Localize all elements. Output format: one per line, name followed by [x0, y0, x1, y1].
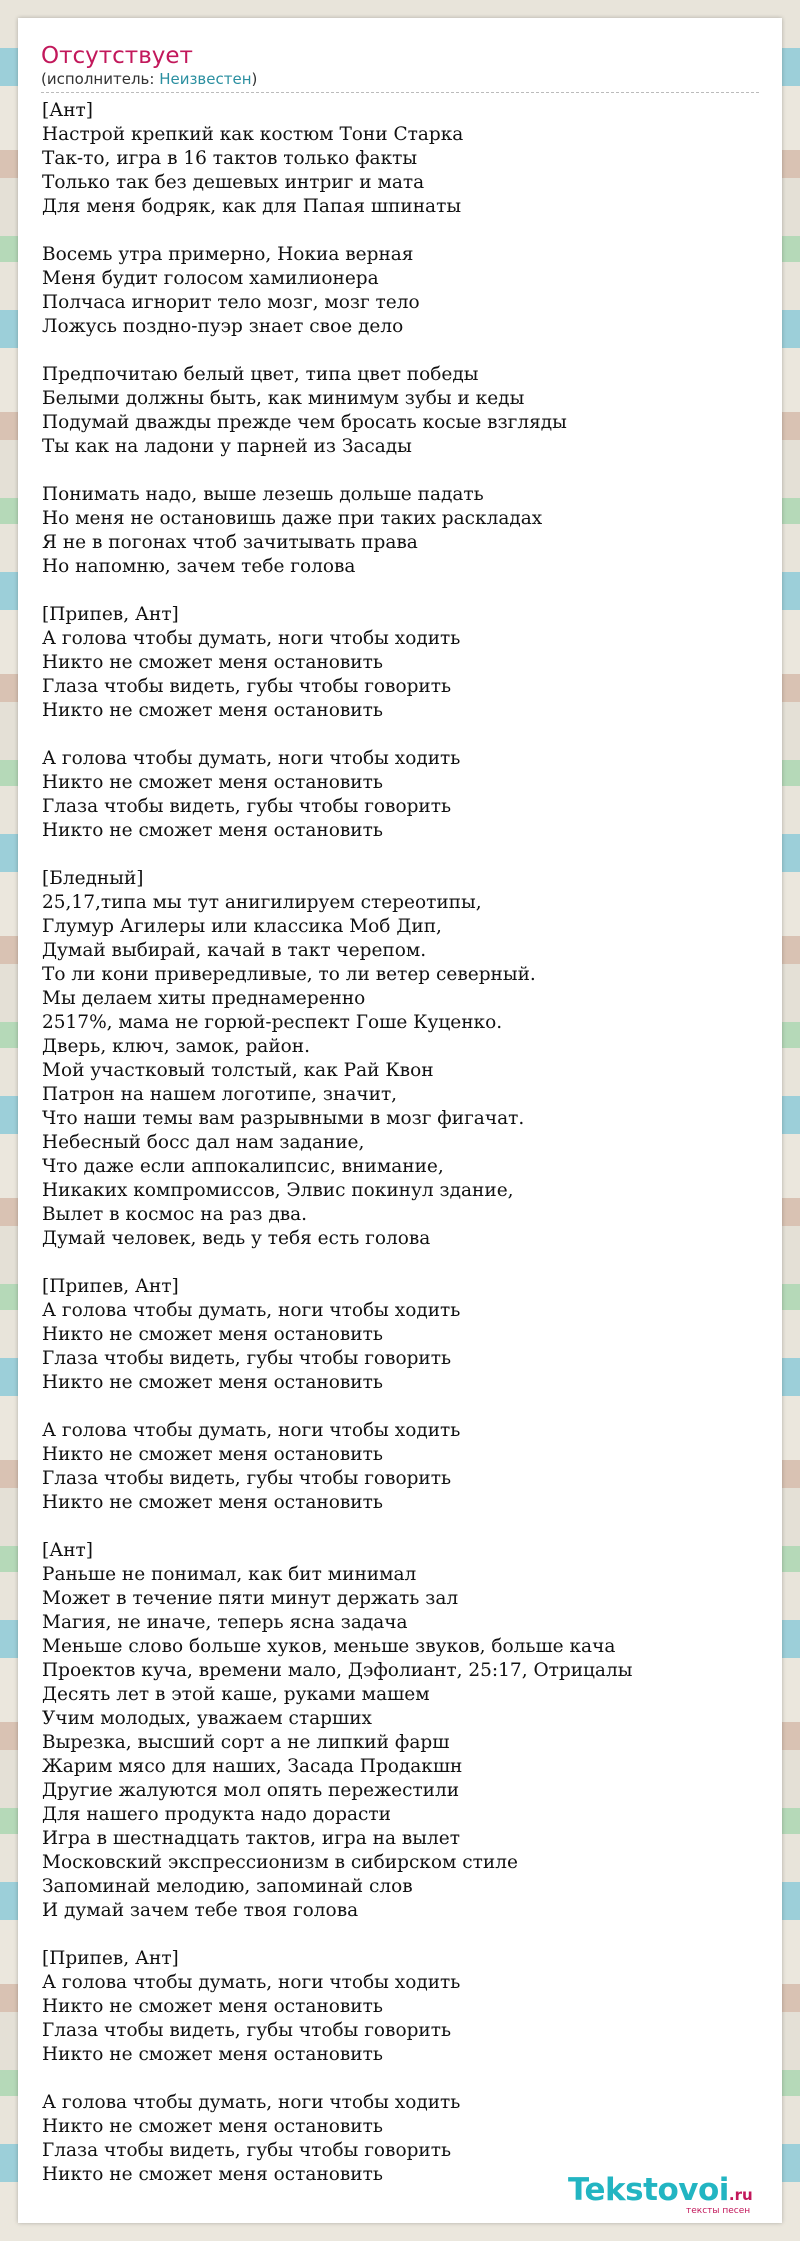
performer-prefix: (исполнитель: [41, 70, 160, 88]
performer-line [41, 70, 759, 93]
song-header [41, 42, 759, 93]
song-title: Отсутствует [41, 43, 193, 69]
site-logo[interactable] [568, 2174, 778, 2216]
performer-link[interactable]: Неизвестен [159, 70, 252, 88]
performer-suffix: ) [251, 70, 258, 88]
logo-domain: .ru [728, 2186, 753, 2204]
logo-tagline: тексты песен [686, 2206, 751, 2216]
logo-word: Tekstovoi [568, 2172, 729, 2208]
lyrics-text: [Ант] Настрой крепкий как костюм Тони Старка Так-то, игра в 16 тактов только факты Только так без дешевых интриг и мата Для меня бодряк, как для Папая шпинаты Восемь утра примерно, Нокиа верная Меня будит голосом хамилионера Полчаса игнорит тело мозг, мозг тело Ложусь поздно-пуэр знает свое дело Предпочитаю белый цвет, типа цвет победы Белыми должны быть, как минимум зубы и кеды Подумай дважды прежде чем бросать косые взгляды Ты как на ладони у парней из Засады Понимать надо, выше лезешь дольше падать Но меня не остановишь даже при таких раскладах Я не в погонах чтоб зачитывать права Но напомню, зачем тебе голова [Припев, Ант] А голова чтобы думать, ноги чтобы ходить Никто не сможет меня остановить Глаза чтобы видеть, губы чтобы говорить Никто не сможет меня остановить А голова чтобы думать, ноги чтобы ходить Никто не сможет меня остановить Глаза чтобы видеть, губы чтобы говорить Никто не сможет меня остановить [Бледный] 25,17,типа мы тут анигилируем стереотипы, Глумур Агилеры или классика Моб Дип, Думай выбирай, качай в такт черепом. То ли кони привередливые, то ли ветер северный. Мы делаем хиты преднамеренно 2517%, мама не горюй-респект Гоше Куценко. Дверь, ключ, замок, район. Мой участковый толстый, как Рай Квон Патрон на нашем логотипе, значит, Что наши темы вам разрывными в мозг фигачат. Небесный босс дал нам задание, Что даже если аппокалипсис, внимание, Никаких компромиссов, Элвис покинул здание, Вылет в космос на раз два. Думай человек, ведь у тебя есть голова [Припев, Ант] А голова чтобы думать, ноги чтобы ходить Никто не сможет меня остановить Глаза чтобы видеть, губы чтобы говорить Никто не сможет меня остановить А голова чтобы думать, ноги чтобы ходить Никто не сможет меня остановить Глаза чтобы видеть, губы чтобы говорить Никто не сможет меня остановить [Ант] Раньше не понимал, как бит минимал Может в течение пяти минут держать зал Магия, не иначе, теперь ясна задача Меньше слово больше хуков, меньше звуков, больше кача Проектов куча, времени мало, Дэфолиант, 25:17, Отрицалы Десять лет в этой каше, руками машем Учим молодых, уважаем старших Вырезка, высший сорт а не липкий фарш Жарим мясо для наших, Засада Продакшн Другие жалуются мол опять пережестили Для нашего продукта надо дорасти Игра в шестнадцать тактов, игра на вылет Московский экспрессионизм в сибирском стиле Запоминай мелодию, запоминай слов И думай зачем тебе твоя голова [Припев, Ант] А голова чтобы думать, ноги чтобы ходить Никто не сможет меня остановить Глаза чтобы видеть, губы чтобы говорить Никто не сможет меня остановить А голова чтобы думать, ноги чтобы ходить Никто не сможет меня остановить Глаза чтобы видеть, губы чтобы говорить Никто не сможет меня остановить [42, 100, 633, 2185]
